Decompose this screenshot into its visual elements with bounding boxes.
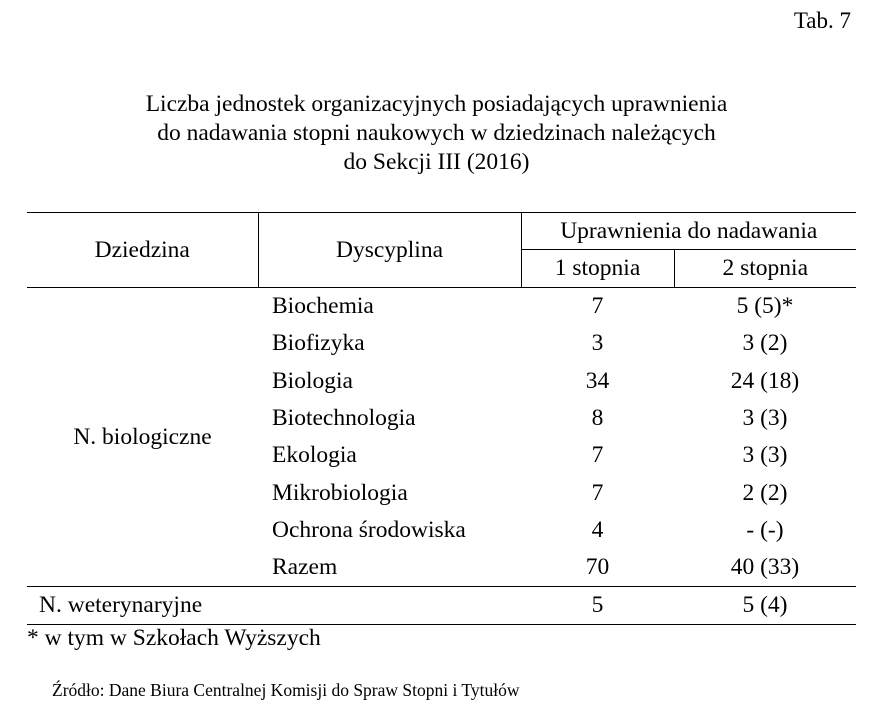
degree2-cell: 5 (5)* — [736, 293, 794, 320]
discipline-cell: Razem — [272, 554, 338, 581]
source-note: Źródło: Dane Biura Centralnej Komisji do Spraw Stopni i Tytułów — [52, 680, 520, 700]
degree2-cell: - (-) — [746, 516, 784, 543]
degree1-cell: 4 — [591, 516, 604, 543]
degree2-cell: 5 (4) — [674, 587, 856, 625]
degree2-cell: 3 (3) — [742, 405, 788, 432]
degree2-cell: 3 (2) — [742, 330, 788, 357]
title-line-2: do nadawania stopni naukowych w dziedzinach należących — [157, 120, 716, 146]
degree1-cell: 3 — [591, 330, 604, 357]
degree1-cell: 7 — [591, 442, 604, 469]
degree2-cell: 24 (18) — [730, 367, 800, 394]
title-line-1: Liczba jednostek organizacyjnych posiadających uprawnienia — [145, 91, 728, 117]
degree1-cell: 7 — [591, 479, 604, 506]
degree2-cell: 3 (3) — [742, 442, 788, 469]
header-degree-1: 1 stopnia — [521, 250, 674, 288]
footnote: * w tym w Szkołach Wyższych — [27, 625, 321, 651]
table-number-label: Tab. 7 — [793, 8, 851, 33]
degree2-cell: 40 (33) — [730, 554, 800, 581]
degree1-cell: 70 — [585, 554, 610, 581]
degree1-cell: 34 — [585, 367, 610, 394]
title-line-3: do Sekcji III (2016) — [343, 149, 530, 175]
table-row-veterinary — [27, 587, 856, 625]
header-row-1 — [27, 213, 856, 250]
discipline-cell: Biotechnologia — [272, 405, 416, 432]
degree2-cell: 2 (2) — [742, 479, 788, 506]
discipline-cell: Ekologia — [272, 442, 357, 469]
degree1-cell: 8 — [591, 405, 604, 432]
header-discipline: Dyscyplina — [258, 213, 521, 288]
data-table — [27, 212, 856, 625]
field-cell-biological: N. biologiczne — [73, 423, 212, 450]
table-title — [0, 90, 873, 177]
field-cell-veterinary: N. weterynaryjne — [27, 587, 521, 625]
discipline-cell: Biologia — [272, 367, 353, 394]
degree1-cell: 5 — [521, 587, 674, 625]
degree1-cell: 7 — [591, 293, 604, 320]
discipline-cell: Biofizyka — [272, 330, 365, 357]
discipline-cell: Biochemia — [272, 293, 374, 320]
header-rights: Uprawnienia do nadawania — [521, 213, 856, 250]
table-row — [27, 288, 856, 326]
header-field: Dziedzina — [27, 213, 258, 288]
discipline-cell: Mikrobiologia — [272, 479, 408, 506]
header-degree-2: 2 stopnia — [674, 250, 856, 288]
discipline-cell: Ochrona środowiska — [272, 516, 466, 543]
